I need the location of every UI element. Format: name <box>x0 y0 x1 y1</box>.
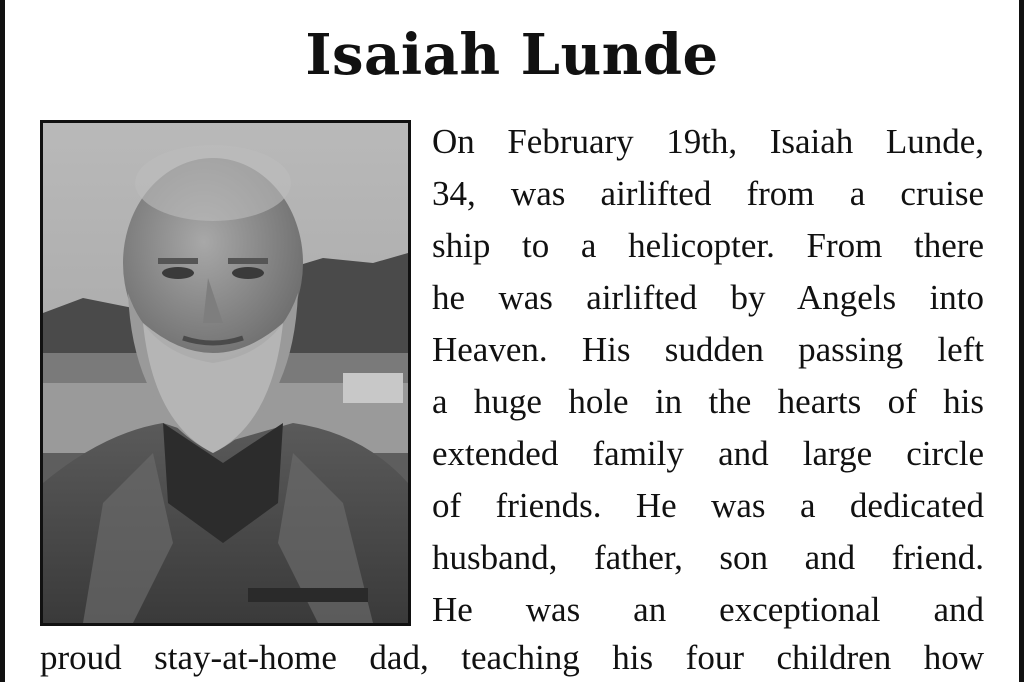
portrait-image <box>43 123 408 623</box>
obituary-text-line: proud stay-at-home dad, teaching his four children how <box>40 638 984 677</box>
obituary-text-line: Heaven. His sudden passing left <box>432 330 984 369</box>
obituary-text-line: 34, was airlifted from a cruise <box>432 174 984 213</box>
obituary-text-line: of friends. He was a dedicated <box>432 486 984 525</box>
right-border-rule <box>1019 0 1024 682</box>
obituary-text-line: husband, father, son and friend. <box>432 538 984 577</box>
obituary-text-line: a huge hole in the hearts of his <box>432 382 984 421</box>
left-border-rule <box>0 0 5 682</box>
obituary-text-line: He was an exceptional and <box>432 590 984 629</box>
obituary-text-line: extended family and large circle <box>432 434 984 473</box>
portrait-photo <box>40 120 411 626</box>
obituary-text-line: ship to a helicopter. From there <box>432 226 984 265</box>
obituary-text-line: On February 19th, Isaiah Lunde, <box>432 122 984 161</box>
obituary-text-line: he was airlifted by Angels into <box>432 278 984 317</box>
obituary-title: Isaiah Lunde <box>305 22 719 88</box>
